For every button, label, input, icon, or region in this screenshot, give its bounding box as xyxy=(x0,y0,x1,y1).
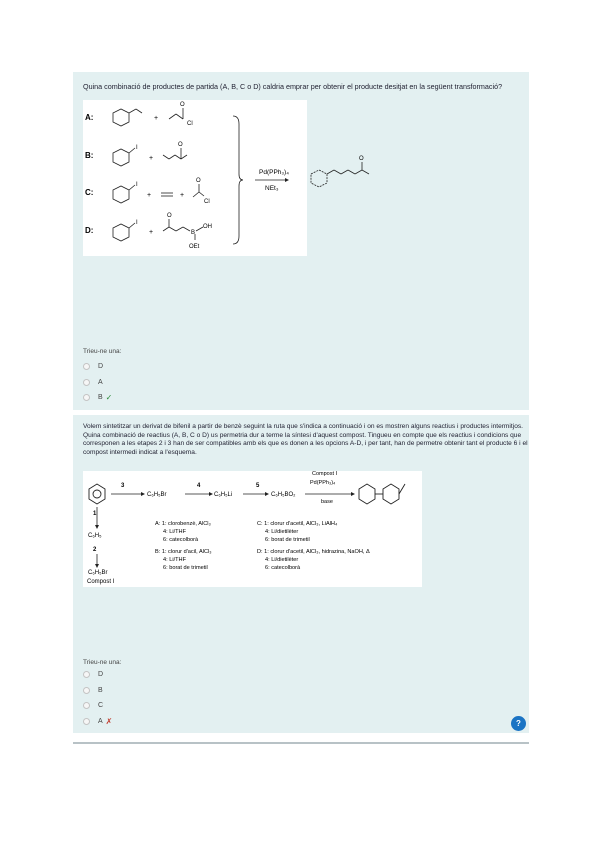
reagent-bottom: NEt₃ xyxy=(265,185,279,192)
atom-o-a: O xyxy=(180,102,185,108)
label-d: D: xyxy=(85,226,94,235)
synthesis-scheme xyxy=(83,471,422,587)
option-label: D xyxy=(98,363,104,371)
enone-structure xyxy=(163,148,187,159)
c6h5li: C₆H₅Li xyxy=(214,492,233,498)
footer-divider xyxy=(73,742,529,744)
product-structure xyxy=(309,152,379,192)
question-2-line-4: compost intermedi indicat a l'esquema. xyxy=(83,448,197,456)
question-2-line-1: Volem sintetitzar un derivat de bifenil a partir de benzè seguint la ruta que s'indica a continuació i on es mostren alguns reactius i productes intermitjos. xyxy=(83,423,523,430)
atom-oet-d: OEt xyxy=(189,244,200,250)
option-d[interactable] xyxy=(83,359,112,375)
radio-button[interactable] xyxy=(83,687,90,694)
atom-o-b: O xyxy=(178,142,183,148)
option-c[interactable] xyxy=(83,698,112,714)
question-2-line-3: corresponen a les etapes 2 i 3 han de ser compatibles amb els que es donen a les opcions A-D, i per tant, han de permetre obtenir tant el producte 6 i el xyxy=(83,440,528,448)
opt-b-line-1: B: 1: clorur d'acil, AlCl₃ xyxy=(155,549,212,555)
plus-a: + xyxy=(154,115,159,122)
option-label: A xyxy=(98,717,103,725)
question-1-text: Quina combinació de productes de partida (A, B, C o D) caldria emprar per obtenir el producte desitjat en la següent transformació? xyxy=(83,82,503,91)
option-a[interactable] xyxy=(83,375,112,391)
opt-b-line-3: 6: borat de trimetil xyxy=(163,565,208,571)
option-label: A xyxy=(98,378,103,386)
acyl-chloride-structure-c xyxy=(193,184,204,197)
step-4: 4 xyxy=(197,483,201,489)
label-c: C: xyxy=(85,188,94,197)
option-label: C xyxy=(98,702,104,710)
iodobenzene-structure-b xyxy=(113,148,135,166)
atom-i-d: I xyxy=(136,220,138,226)
label-b: B: xyxy=(85,151,94,160)
opt-d-line-2: 4: Li/dietilèter xyxy=(265,557,299,563)
atom-cl-a: Cl xyxy=(187,121,193,127)
opt-d-line-1: D: 1: clorur d'acetil, AlCl₃, hidrazina, NaOH, Δ xyxy=(257,549,370,555)
step-1: 1 xyxy=(93,511,97,517)
opt-c-line-1: C: 1: clorur d'acetil, AlCl₃, LiAlH₄ xyxy=(257,521,338,527)
compost-i-label: Compost I xyxy=(87,579,115,585)
label-a: A: xyxy=(85,113,94,122)
styrene-structure xyxy=(113,109,142,126)
option-d[interactable] xyxy=(83,667,112,683)
c6h5bo2: C₆H₅BO₂ xyxy=(271,492,296,498)
option-a[interactable] xyxy=(83,714,112,730)
product-atom-o: O xyxy=(359,156,364,162)
scheme-options xyxy=(155,521,370,571)
opt-a-line-2: 4: Li/THF xyxy=(163,529,187,535)
brace xyxy=(233,116,243,244)
question-1-select-label: Trieu-ne una: xyxy=(83,348,122,355)
question-1-options xyxy=(83,359,112,406)
acyl-chloride-structure xyxy=(169,108,183,119)
help-button[interactable]: ? xyxy=(511,716,526,731)
question-2-options xyxy=(83,667,112,729)
vinyl-boronate-structure xyxy=(163,219,203,240)
question-2-select-label: Trieu-ne una: xyxy=(83,659,122,666)
question-2-line-2: Quina combinació de reactius (A, B, C o D) us permetria dur a terme la síntesi d'aquest compost. Tingueu en compte que els reactius i condicions que xyxy=(83,431,522,439)
opt-b-line-2: 4: Li/THF xyxy=(163,557,187,563)
question-1-panel xyxy=(73,72,529,410)
compost-i-top: Compost I xyxy=(312,471,338,477)
atom-i-b: I xyxy=(136,145,138,151)
correct-check-icon: ✓ xyxy=(105,393,113,403)
reagent-top: Pd(PPh₃)₄ xyxy=(259,169,289,176)
atom-o-c: O xyxy=(196,178,201,184)
c6h5br: C₆H₅Br xyxy=(147,492,167,498)
question-2-text xyxy=(83,423,528,457)
step-3: 3 xyxy=(121,483,125,489)
question-2-panel xyxy=(73,415,529,733)
radio-button[interactable] xyxy=(83,702,90,709)
intermediate-2: C₆H₅Br xyxy=(88,570,108,576)
reaction-scheme-1 xyxy=(83,100,307,256)
opt-c-line-3: 6: borat de trimetil xyxy=(265,537,310,543)
plus-c1: + xyxy=(147,192,152,199)
incorrect-cross-icon: ✗ xyxy=(105,716,113,726)
opt-d-line-3: 6: catecolborà xyxy=(265,565,301,571)
option-label: D xyxy=(98,671,104,679)
option-b[interactable] xyxy=(83,390,112,406)
atom-cl-c: Cl xyxy=(204,199,210,205)
arrowhead xyxy=(285,178,289,182)
step-2: 2 xyxy=(93,547,97,553)
biphenyl-structure xyxy=(359,484,405,504)
option-label: B xyxy=(98,686,103,694)
option-b[interactable] xyxy=(83,683,112,699)
radio-button[interactable] xyxy=(83,718,90,725)
benzene-structure xyxy=(89,484,105,504)
intermediate-1: C₆H₅ xyxy=(88,533,102,539)
plus-d: + xyxy=(149,229,154,236)
plus-c2: + xyxy=(180,192,185,199)
iodobenzene-structure-d xyxy=(113,223,135,241)
opt-a-line-1: A: 1: clorobenzè, AlCl₃ xyxy=(155,521,211,527)
pd-catalyst: Pd(PPh₃)₄ xyxy=(310,480,336,486)
base-label: base xyxy=(321,499,333,505)
radio-button[interactable] xyxy=(83,394,90,401)
atom-i-c: I xyxy=(136,182,138,188)
radio-button[interactable] xyxy=(83,379,90,386)
opt-c-line-2: 4: Li/dietilèter xyxy=(265,529,299,535)
iodobenzene-structure-c xyxy=(113,185,135,203)
option-label: B xyxy=(98,394,103,402)
question-1-scheme-image xyxy=(83,100,307,256)
plus-b: + xyxy=(149,155,154,162)
atom-oh-d: OH xyxy=(203,224,212,230)
radio-button[interactable] xyxy=(83,671,90,678)
radio-button[interactable] xyxy=(83,363,90,370)
question-2-scheme-image xyxy=(83,471,422,587)
ethylene-structure xyxy=(161,193,173,196)
atom-o-d: O xyxy=(167,213,172,219)
step-5: 5 xyxy=(256,483,260,489)
opt-a-line-3: 6: catecolborà xyxy=(163,537,199,543)
atom-b-d: B xyxy=(191,230,196,236)
